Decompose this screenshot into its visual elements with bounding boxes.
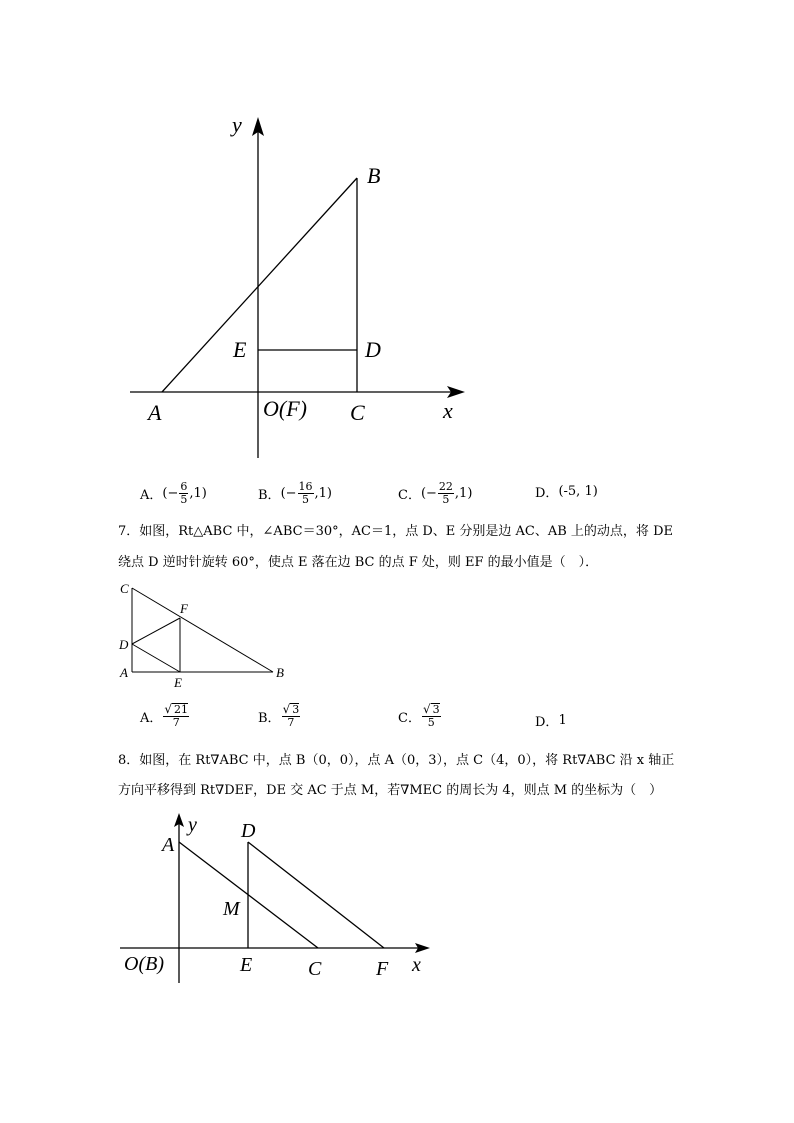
numerator: 22 (438, 480, 453, 493)
q7-option-d (535, 711, 567, 730)
q7-triangle-diagram (110, 578, 300, 690)
label-D: D (241, 820, 256, 842)
denominator: 5 (427, 716, 435, 729)
label-D: D (365, 337, 381, 362)
label-A: A (162, 834, 175, 856)
q7-text-line-1: 7．如图，Rt△ABC 中，∠ABC＝30°，AC＝1，点 D、E 分别是边 AC、AB 上的动点，将 DE (118, 524, 673, 539)
q8-text-line-1: 8．如图，在 Rt∇ABC 中，点 B（0，0），点 A（0，3），点 C（4，0），将 Rt∇ABC 沿 x 轴正 (118, 753, 675, 768)
label-D: D (119, 637, 129, 652)
q6-option-c (398, 481, 472, 506)
option-label: B． (258, 488, 281, 503)
option-label: B． (258, 710, 281, 726)
label-B: B (276, 665, 284, 680)
option-tail: ,1) (189, 486, 207, 501)
numerator (163, 703, 189, 717)
label-OF: O(F) (263, 396, 307, 421)
option-text: 1 (558, 713, 567, 728)
label-y: y (188, 814, 197, 836)
option-tail: ,1) (454, 486, 473, 501)
q8-text-line-2: 方向平移得到 Rt∇DEF，DE 交 AC 于点 M，若∇MEC 的周长为 4，则点 M 的坐标为（ ） (118, 783, 663, 798)
label-A: A (120, 665, 128, 680)
segment-CB (132, 588, 273, 672)
option-paren: (− (420, 486, 437, 501)
option-paren: (− (162, 486, 179, 501)
label-OB: O(B) (124, 953, 164, 975)
option-label: D． (535, 715, 559, 730)
q7-option-a (140, 703, 190, 729)
option-label: C． (398, 488, 421, 503)
fraction (422, 703, 441, 729)
option-label: A． (140, 488, 163, 503)
fraction (298, 481, 314, 506)
label-E: E (240, 954, 253, 976)
radicand: 21 (174, 703, 189, 716)
option-text: (-5, 1) (558, 484, 598, 499)
segment-DE (132, 644, 180, 672)
denominator: 5 (180, 493, 188, 506)
label-C: C (120, 581, 129, 596)
denominator: 5 (442, 493, 450, 506)
segment-DF (248, 842, 384, 948)
numerator: 16 (298, 480, 313, 493)
q7-option-b (258, 703, 301, 729)
radicand: 3 (292, 703, 300, 716)
numerator: 6 (180, 480, 188, 493)
q7-option-c (398, 703, 442, 729)
q6-option-d (535, 482, 598, 501)
fraction (282, 703, 301, 729)
q7-text-line-2: 绕点 D 逆时针旋转 60°，使点 E 落在边 BC 的点 F 处，则 EF 的最小值是（ ）． (118, 555, 599, 570)
denominator: 7 (287, 716, 295, 729)
fraction (438, 481, 454, 506)
q6-option-b (258, 481, 332, 506)
label-B: B (367, 163, 381, 188)
fraction (179, 481, 188, 506)
label-F: F (180, 601, 188, 616)
label-E: E (174, 675, 182, 690)
q6-option-a (140, 481, 207, 506)
denominator: 5 (302, 493, 310, 506)
fraction (163, 703, 189, 729)
label-y: y (232, 112, 242, 137)
label-x: x (412, 954, 421, 976)
figure-1-diagram (0, 0, 794, 470)
option-tail: ,1) (314, 486, 333, 501)
option-paren: (− (280, 486, 297, 501)
option-label: D． (535, 486, 559, 501)
option-label: C． (398, 710, 421, 726)
numerator (282, 703, 301, 717)
label-F: F (376, 958, 389, 980)
label-A: A (148, 400, 162, 425)
label-M: M (223, 898, 240, 920)
option-label: A． (140, 710, 163, 726)
denominator: 7 (172, 716, 180, 729)
q8-translation-diagram (110, 805, 440, 990)
label-E: E (233, 337, 247, 362)
label-C: C (308, 958, 322, 980)
radicand: 3 (432, 703, 440, 716)
label-x: x (443, 398, 453, 423)
segment-DF (132, 618, 180, 644)
numerator (422, 703, 441, 717)
segment-AB (162, 178, 357, 392)
label-C: C (350, 400, 365, 425)
